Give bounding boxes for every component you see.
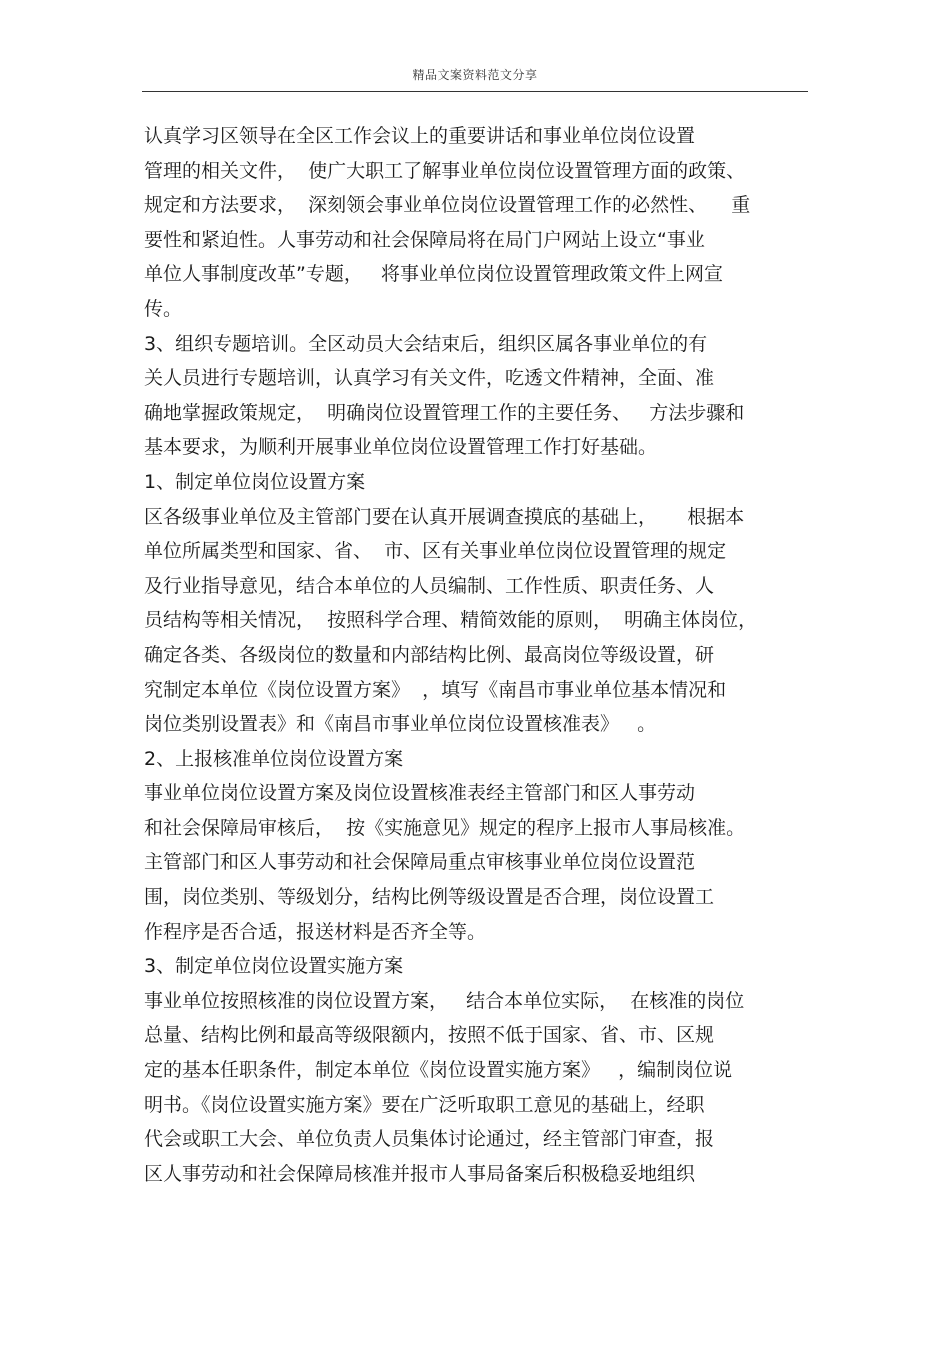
- text-line: 规定和方法要求， 深刻领会事业单位岗位设置管理工作的必然性、 重: [144, 194, 751, 217]
- text-line: 围，岗位类别、等级划分，结构比例等级设置是否合理，岗位设置工: [144, 886, 715, 909]
- text-line: 作程序是否合适，报送材料是否齐全等。: [144, 920, 487, 943]
- text-line: 定的基本任职条件，制定本单位《岗位设置实施方案》 ，编制岗位说: [144, 1059, 733, 1082]
- text-line: 传。: [144, 297, 183, 320]
- text-line: 明书。《岗位设置实施方案》要在广泛听取职工意见的基础上，经职: [144, 1093, 705, 1116]
- text-line: 单位人事制度改革”专题， 将事业单位岗位设置管理政策文件上网宣: [144, 263, 723, 286]
- text-line: 代会或职工大会、单位负责人员集体讨论通过，经主管部门审查，报: [144, 1128, 715, 1151]
- text-line: 3、组织专题培训。全区动员大会结束后，组织区属各事业单位的有: [144, 332, 708, 355]
- text-line: 事业单位岗位设置方案及岗位设置核准表经主管部门和区人事劳动: [144, 782, 696, 805]
- text-line: 确定各类、各级岗位的数量和内部结构比例、最高岗位等级设置，研: [144, 643, 715, 666]
- text-line: 区各级事业单位及主管部门要在认真开展调查摸底的基础上， 根据本: [144, 505, 745, 528]
- section-heading: 1、制定单位岗位设置方案: [144, 470, 366, 493]
- text-line: 要性和紧迫性。人事劳动和社会保障局将在局门户网站上设立“事业: [144, 228, 705, 251]
- header-divider: [142, 91, 808, 92]
- text-line: 员结构等相关情况， 按照科学合理、精简效能的原则， 明确主体岗位，: [144, 609, 758, 632]
- text-line: 主管部门和区人事劳动和社会保障局重点审核事业单位岗位设置范: [144, 851, 696, 874]
- text-line: 总量、结构比例和最高等级限额内，按照不低于国家、省、市、区规: [144, 1024, 715, 1047]
- text-line: 区人事劳动和社会保障局核准并报市人事局备案后积极稳妥地组织: [144, 1162, 696, 1185]
- text-line: 和社会保障局审核后， 按《实施意见》规定的程序上报市人事局核准。: [144, 816, 746, 839]
- section-heading: 2、上报核准单位岗位设置方案: [144, 747, 404, 770]
- section-heading: 3、制定单位岗位设置实施方案: [144, 955, 404, 978]
- text-line: 确地掌握政策规定， 明确岗位设置管理工作的主要任务、 方法步骤和: [144, 401, 745, 424]
- text-line: 岗位类别设置表》和《南昌市事业单位岗位设置核准表》 。: [144, 713, 657, 736]
- text-line: 关人员进行专题培训，认真学习有关文件，吃透文件精神，全面、准: [144, 367, 715, 390]
- text-line: 管理的相关文件， 使广大职工了解事业单位岗位设置管理方面的政策、: [144, 159, 746, 182]
- document-body: [144, 119, 814, 1191]
- text-line: 事业单位按照核准的岗位设置方案， 结合本单位实际， 在核准的岗位: [144, 989, 745, 1012]
- page-header: 精品文案资料范文分享: [412, 68, 538, 82]
- text-line: 究制定本单位《岗位设置方案》 ，填写《南昌市事业单位基本情况和: [144, 678, 727, 701]
- text-line: 单位所属类型和国家、省、 市、区有关事业单位岗位设置管理的规定: [144, 540, 727, 563]
- text-line: 认真学习区领导在全区工作会议上的重要讲话和事业单位岗位设置: [144, 125, 696, 147]
- text-line: 基本要求，为顺利开展事业单位岗位设置管理工作打好基础。: [144, 436, 658, 459]
- text-line: 及行业指导意见，结合本单位的人员编制、工作性质、职责任务、人: [144, 574, 715, 597]
